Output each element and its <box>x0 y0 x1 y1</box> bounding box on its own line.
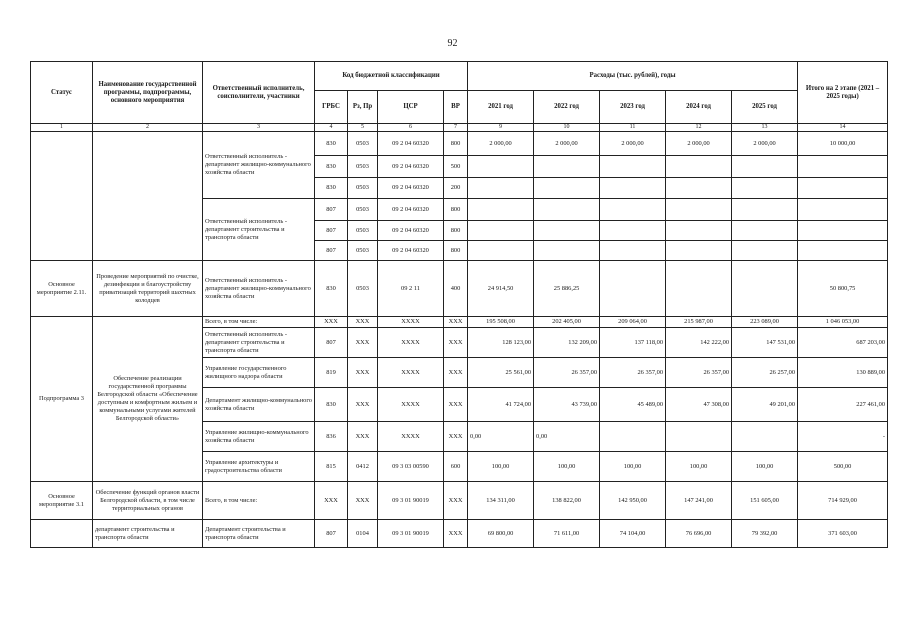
vr-cell: XXX <box>444 520 468 548</box>
csr-cell: 09 3 03 00590 <box>378 452 444 482</box>
y2025-cell: 223 089,00 <box>732 317 798 328</box>
header-executor: Ответственный исполнитель, соисполнители, участники <box>203 62 315 124</box>
grbs-cell: 807 <box>315 520 348 548</box>
y2022-cell: 138 822,00 <box>534 482 600 520</box>
y2024-cell <box>666 261 732 317</box>
executor-cell: Управление государственного жилищного надзора области <box>203 358 315 388</box>
y2023-cell: 2 000,00 <box>600 132 666 156</box>
y2025-cell <box>732 156 798 178</box>
grbs-cell: 830 <box>315 388 348 422</box>
total-cell: - <box>798 422 888 452</box>
y2024-cell <box>666 422 732 452</box>
vr-cell: XXX <box>444 482 468 520</box>
rzpr-cell: 0503 <box>348 178 378 199</box>
csr-cell: 09 3 01 90019 <box>378 482 444 520</box>
total-cell: 1 046 053,00 <box>798 317 888 328</box>
col-number: 2 <box>93 124 203 132</box>
vr-cell: XXX <box>444 422 468 452</box>
page-number: 92 <box>447 38 458 49</box>
status-cell: Основное мероприятие 2.11. <box>31 261 93 317</box>
vr-cell: 500 <box>444 156 468 178</box>
y2024-cell: 26 357,00 <box>666 358 732 388</box>
header-grbs: ГРБС <box>315 91 348 124</box>
rzpr-cell: XXX <box>348 328 378 358</box>
y2023-cell: 26 357,00 <box>600 358 666 388</box>
rzpr-cell: 0503 <box>348 221 378 241</box>
csr-cell: 09 2 04 60320 <box>378 156 444 178</box>
header-expenses: Расходы (тыс. рублей), годы <box>468 62 798 91</box>
y2022-cell: 0,00 <box>534 422 600 452</box>
header-2023: 2023 год <box>600 91 666 124</box>
y2025-cell <box>732 199 798 221</box>
rzpr-cell: 0503 <box>348 261 378 317</box>
rzpr-cell: 0503 <box>348 132 378 156</box>
y2022-cell <box>534 221 600 241</box>
status-cell: Основное мероприятие 3.1 <box>31 482 93 520</box>
total-cell <box>798 178 888 199</box>
csr-cell: 09 2 04 60320 <box>378 132 444 156</box>
y2022-cell: 43 739,00 <box>534 388 600 422</box>
y2025-cell: 100,00 <box>732 452 798 482</box>
total-cell: 714 929,00 <box>798 482 888 520</box>
vr-cell: 800 <box>444 221 468 241</box>
executor-cell: Ответственный исполнитель - департамент жилищно-коммунального хозяйства области <box>203 132 315 199</box>
y2021-cell: 100,00 <box>468 452 534 482</box>
total-cell <box>798 199 888 221</box>
csr-cell: XXXX <box>378 358 444 388</box>
y2023-cell: 137 118,00 <box>600 328 666 358</box>
header-2024: 2024 год <box>666 91 732 124</box>
grbs-cell: 807 <box>315 328 348 358</box>
vr-cell: 200 <box>444 178 468 199</box>
col-number: 11 <box>600 124 666 132</box>
vr-cell: 800 <box>444 132 468 156</box>
y2021-cell: 69 800,00 <box>468 520 534 548</box>
grbs-cell: XXX <box>315 482 348 520</box>
y2025-cell <box>732 422 798 452</box>
y2021-cell <box>468 178 534 199</box>
header-vr: ВР <box>444 91 468 124</box>
total-cell: 500,00 <box>798 452 888 482</box>
y2022-cell: 71 611,00 <box>534 520 600 548</box>
y2023-cell <box>600 156 666 178</box>
csr-cell: XXXX <box>378 328 444 358</box>
rzpr-cell: 0503 <box>348 241 378 261</box>
rzpr-cell: 0503 <box>348 199 378 221</box>
table-row <box>31 482 888 520</box>
executor-cell: Ответственный исполнитель - департамент строительства и транспорта области <box>203 328 315 358</box>
table-row <box>31 520 888 548</box>
vr-cell: 800 <box>444 199 468 221</box>
csr-cell: 09 2 04 60320 <box>378 221 444 241</box>
y2021-cell: 2 000,00 <box>468 132 534 156</box>
y2023-cell: 45 489,00 <box>600 388 666 422</box>
vr-cell: XXX <box>444 317 468 328</box>
y2023-cell: 209 064,00 <box>600 317 666 328</box>
y2024-cell: 142 222,00 <box>666 328 732 358</box>
header-status: Статус <box>31 62 93 124</box>
y2022-cell: 25 886,25 <box>534 261 600 317</box>
grbs-cell: 807 <box>315 221 348 241</box>
y2022-cell: 2 000,00 <box>534 132 600 156</box>
y2022-cell: 100,00 <box>534 452 600 482</box>
col-number: 13 <box>732 124 798 132</box>
y2022-cell: 26 357,00 <box>534 358 600 388</box>
grbs-cell: 830 <box>315 132 348 156</box>
col-number: 7 <box>444 124 468 132</box>
executor-cell: Управление жилищно-коммунального хозяйства области <box>203 422 315 452</box>
rzpr-cell: XXX <box>348 482 378 520</box>
csr-cell: XXXX <box>378 317 444 328</box>
executor-cell: Управление архитектуры и градостроительства области <box>203 452 315 482</box>
header-name: Наименование государственной программы, подпрограммы, основного мероприятия <box>93 62 203 124</box>
y2022-cell <box>534 199 600 221</box>
vr-cell: XXX <box>444 328 468 358</box>
y2021-cell <box>468 221 534 241</box>
csr-cell: 09 2 04 60320 <box>378 199 444 221</box>
col-number: 14 <box>798 124 888 132</box>
y2023-cell <box>600 199 666 221</box>
vr-cell: 600 <box>444 452 468 482</box>
vr-cell: 400 <box>444 261 468 317</box>
header-2022: 2022 год <box>534 91 600 124</box>
executor-cell: Ответственный исполнитель - департамент жилищно-коммунального хозяйства области <box>203 261 315 317</box>
y2023-cell: 100,00 <box>600 452 666 482</box>
csr-cell: 09 2 04 60320 <box>378 241 444 261</box>
y2024-cell: 47 308,00 <box>666 388 732 422</box>
y2024-cell: 215 987,00 <box>666 317 732 328</box>
y2025-cell: 49 201,00 <box>732 388 798 422</box>
y2021-cell: 24 914,50 <box>468 261 534 317</box>
name-cell: Обеспечение функций органов власти Белгородской области, в том числе территориальных органов <box>93 482 203 520</box>
executor-cell: Департамент жилищно-коммунального хозяйства области <box>203 388 315 422</box>
header-budget-code: Код бюджетной классификации <box>315 62 468 91</box>
y2025-cell <box>732 221 798 241</box>
y2025-cell: 2 000,00 <box>732 132 798 156</box>
rzpr-cell: XXX <box>348 388 378 422</box>
total-cell <box>798 156 888 178</box>
y2025-cell <box>732 261 798 317</box>
table-row <box>31 317 888 328</box>
grbs-cell: 819 <box>315 358 348 388</box>
executor-cell: Департамент строительства и транспорта области <box>203 520 315 548</box>
name-cell: Проведение мероприятий по очистке, дезинфекции и благоустройству приватизаций территорий шахтных колодцев <box>93 261 203 317</box>
y2025-cell: 79 392,00 <box>732 520 798 548</box>
grbs-cell: 830 <box>315 261 348 317</box>
status-cell: Подпрограмма 3 <box>31 317 93 482</box>
total-cell <box>798 221 888 241</box>
vr-cell: 800 <box>444 241 468 261</box>
name-cell: Обеспечение реализации государственной программы Белгородской области «Обеспечение доступным и комфортным жильем и коммунальными услугами жителей Белгородской области» <box>93 317 203 482</box>
csr-cell: XXXX <box>378 422 444 452</box>
y2025-cell <box>732 241 798 261</box>
y2023-cell <box>600 221 666 241</box>
y2021-cell <box>468 199 534 221</box>
rzpr-cell: 0104 <box>348 520 378 548</box>
csr-cell: 09 2 04 60320 <box>378 178 444 199</box>
header-row-1 <box>31 62 888 91</box>
header-rzpr: Рз, Пр <box>348 91 378 124</box>
y2021-cell <box>468 156 534 178</box>
rzpr-cell: XXX <box>348 358 378 388</box>
y2025-cell <box>732 178 798 199</box>
total-cell: 371 603,00 <box>798 520 888 548</box>
y2024-cell: 147 241,00 <box>666 482 732 520</box>
y2022-cell <box>534 178 600 199</box>
y2024-cell: 100,00 <box>666 452 732 482</box>
y2024-cell: 76 696,00 <box>666 520 732 548</box>
csr-cell: 09 2 11 <box>378 261 444 317</box>
grbs-cell: 830 <box>315 178 348 199</box>
grbs-cell: 815 <box>315 452 348 482</box>
y2023-cell <box>600 422 666 452</box>
y2022-cell: 132 209,00 <box>534 328 600 358</box>
executor-cell: Всего, в том числе: <box>203 482 315 520</box>
y2024-cell <box>666 178 732 199</box>
y2024-cell <box>666 156 732 178</box>
grbs-cell: XXX <box>315 317 348 328</box>
header-csr: ЦСР <box>378 91 444 124</box>
y2023-cell <box>600 261 666 317</box>
y2023-cell <box>600 178 666 199</box>
col-number: 1 <box>31 124 93 132</box>
total-cell: 130 889,00 <box>798 358 888 388</box>
y2022-cell <box>534 156 600 178</box>
vr-cell: XXX <box>444 388 468 422</box>
y2021-cell: 41 724,00 <box>468 388 534 422</box>
y2021-cell <box>468 241 534 261</box>
y2023-cell: 142 950,00 <box>600 482 666 520</box>
name-cell: департамент строительства и транспорта области <box>93 520 203 548</box>
y2021-cell: 195 508,00 <box>468 317 534 328</box>
header-total: Итого на 2 этапе (2021 – 2025 годы) <box>798 62 888 124</box>
rzpr-cell: 0412 <box>348 452 378 482</box>
rzpr-cell: XXX <box>348 317 378 328</box>
col-number: 6 <box>378 124 444 132</box>
col-number: 3 <box>203 124 315 132</box>
header-2025: 2025 год <box>732 91 798 124</box>
y2021-cell: 128 123,00 <box>468 328 534 358</box>
col-number: 12 <box>666 124 732 132</box>
rzpr-cell: 0503 <box>348 156 378 178</box>
executor-cell: Всего, в том числе: <box>203 317 315 328</box>
total-cell: 687 203,00 <box>798 328 888 358</box>
y2023-cell: 74 104,00 <box>600 520 666 548</box>
y2023-cell <box>600 241 666 261</box>
budget-table <box>30 61 888 548</box>
name-cell <box>93 132 203 261</box>
y2022-cell: 202 405,00 <box>534 317 600 328</box>
total-cell: 10 000,00 <box>798 132 888 156</box>
y2021-cell: 134 311,00 <box>468 482 534 520</box>
y2024-cell <box>666 199 732 221</box>
rzpr-cell: XXX <box>348 422 378 452</box>
y2025-cell: 26 257,00 <box>732 358 798 388</box>
y2021-cell: 0,00 <box>468 422 534 452</box>
vr-cell: XXX <box>444 358 468 388</box>
total-cell: 50 800,75 <box>798 261 888 317</box>
col-number: 5 <box>348 124 378 132</box>
col-number: 10 <box>534 124 600 132</box>
csr-cell: XXXX <box>378 388 444 422</box>
header-2021: 2021 год <box>468 91 534 124</box>
col-number: 9 <box>468 124 534 132</box>
csr-cell: 09 3 01 90019 <box>378 520 444 548</box>
table-row <box>31 261 888 317</box>
y2024-cell <box>666 241 732 261</box>
col-number: 4 <box>315 124 348 132</box>
grbs-cell: 830 <box>315 156 348 178</box>
grbs-cell: 836 <box>315 422 348 452</box>
status-cell <box>31 132 93 261</box>
y2024-cell <box>666 221 732 241</box>
y2022-cell <box>534 241 600 261</box>
table-row <box>31 132 888 156</box>
total-cell: 227 461,00 <box>798 388 888 422</box>
status-cell <box>31 520 93 548</box>
y2025-cell: 147 531,00 <box>732 328 798 358</box>
y2025-cell: 151 605,00 <box>732 482 798 520</box>
executor-cell: Ответственный исполнитель - департамент строительства и транспорта области <box>203 199 315 261</box>
y2024-cell: 2 000,00 <box>666 132 732 156</box>
grbs-cell: 807 <box>315 241 348 261</box>
grbs-cell: 807 <box>315 199 348 221</box>
y2021-cell: 25 561,00 <box>468 358 534 388</box>
total-cell <box>798 241 888 261</box>
column-number-row <box>31 124 888 132</box>
